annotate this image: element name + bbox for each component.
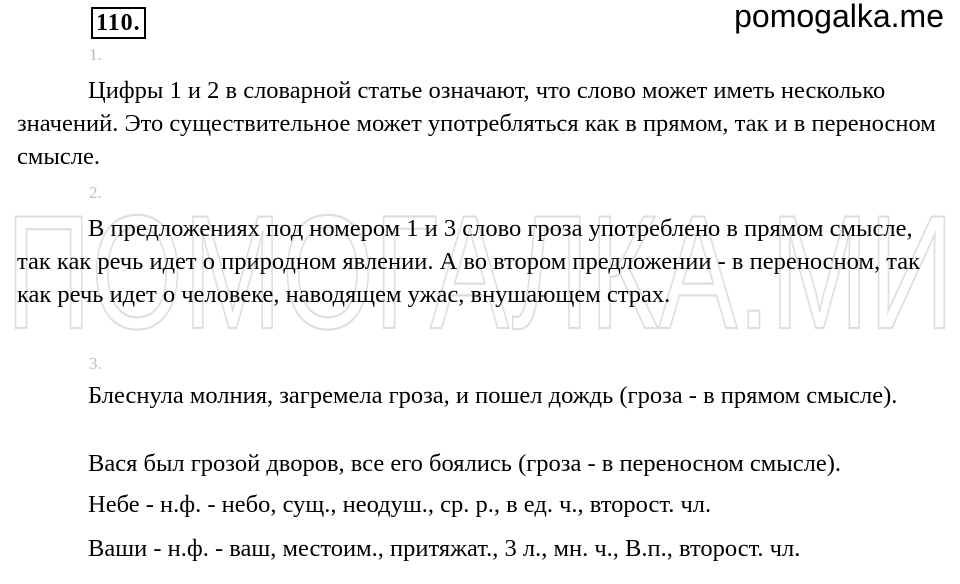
section-3-paragraph-4: Ваши - н.ф. - ваш, местоим., притяжат., 3 л., мн. ч., В.п., второст. чл. [88,535,801,562]
section-3-paragraph-2: Вася был грозой дворов, все его боялись (гроза - в переносном смысле). [88,450,842,477]
task-number-box: 110. [91,7,146,39]
section-3-paragraph-1: Блеснула молния, загремела гроза, и пошел дождь (гроза - в прямом смысле). [88,382,898,409]
section-number-3: 3. [89,354,102,373]
section-2-paragraph: В предложениях под номером 1 и 3 слово гроза употреблено в прямом смысле, так как речь идет о природном явлении. А во втором предложении - в переносном, так как речь идет о человеке, наводящем ужас, внушающем страх. [17,215,920,308]
section-3-paragraph-3: Небе - н.ф. - небо, сущ., неодуш., ср. р., в ед. ч., второст. чл. [88,491,712,518]
section-number-2: 2. [89,183,102,202]
site-name: pomogalka.me [734,0,944,34]
section-number-1: 1. [89,45,102,64]
watermark-text: ПОМОГАЛКА.МИ [6,196,954,346]
section-1-paragraph: Цифры 1 и 2 в словарной статье означают, что слово может иметь несколько значений. Это существительное может употребляться как в прямом, так и в переносном смысле. [17,77,936,170]
